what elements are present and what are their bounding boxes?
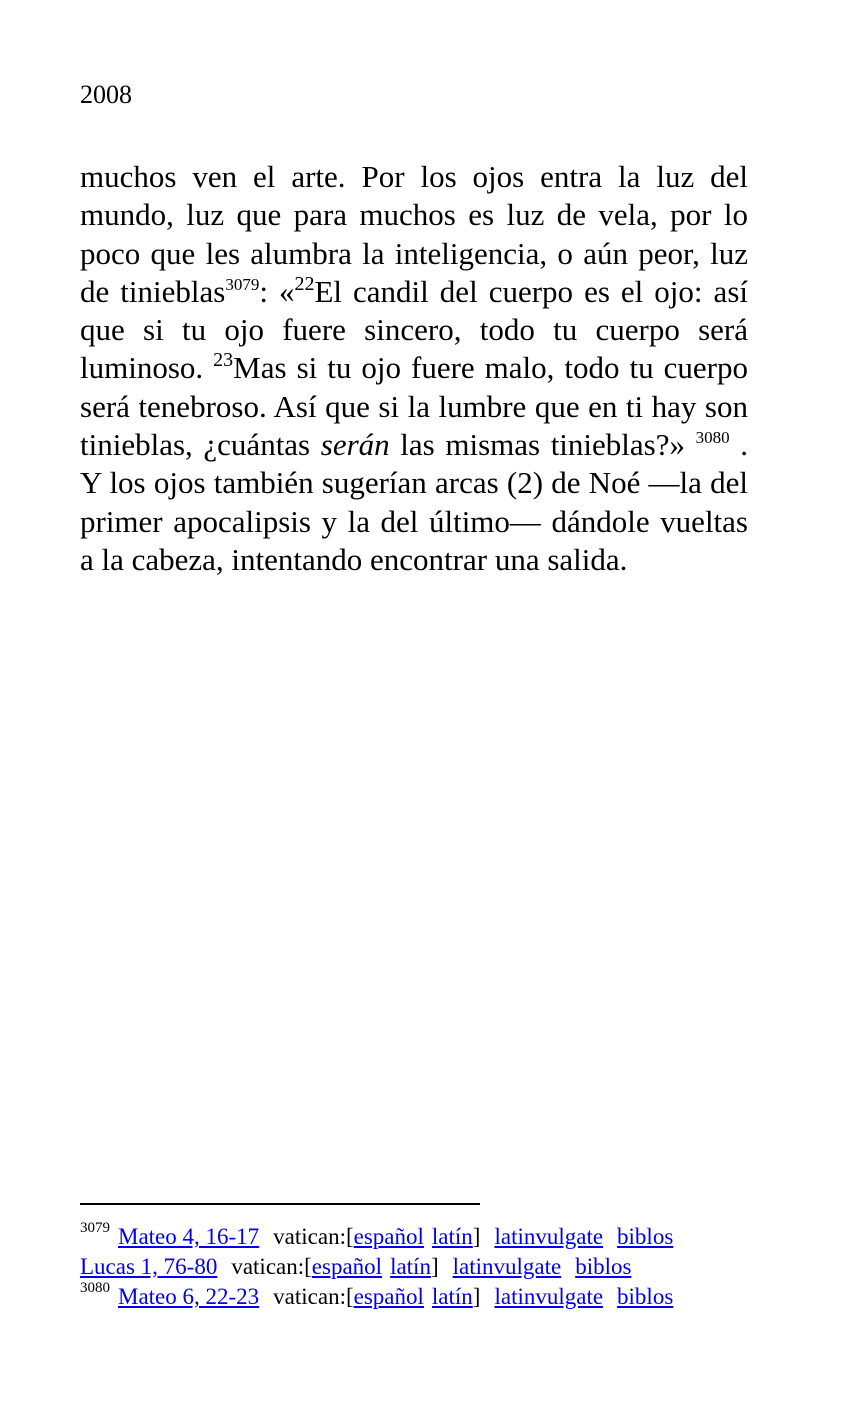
footnote-number: 3080	[80, 1280, 110, 1297]
body-text-segment: . Y los ojos también sugerían arcas (2) de Noé ―la del primer apocalipsis y la del último― dándole vueltas a la cabeza, intentando encontrar una salida.	[80, 427, 749, 577]
vatican-label: vatican:[	[273, 1224, 354, 1249]
biblos-link[interactable]: biblos	[617, 1224, 674, 1249]
body-text-segment: las mismas tinieblas?»	[389, 427, 696, 463]
body-text-segment: : «	[259, 273, 295, 309]
vatican-label: vatican:[	[273, 1284, 354, 1309]
biblos-link[interactable]: biblos	[575, 1254, 632, 1279]
latin-link[interactable]: latín	[431, 1284, 473, 1309]
footnote-ref-3080[interactable]: 3080	[695, 427, 730, 447]
body-text-segment: El candil del cuerpo es el ojo: así que si tu ojo fuere sincero, todo tu cuerpo será luminoso.	[80, 273, 748, 386]
latin-link[interactable]: latín	[390, 1254, 431, 1279]
body-text-segment: Mas si tu ojo fuere malo, todo tu cuerpo será tenebroso. Así que si la lumbre que en ti hay son tinieblas, ¿cuántas	[80, 350, 748, 463]
reference-link[interactable]: Mateo 4, 16-17	[118, 1224, 260, 1249]
footnote-ref-3079[interactable]: 3079	[225, 274, 260, 294]
reference-link[interactable]: Lucas 1, 76-80	[80, 1254, 218, 1279]
verse-number-23: 23	[213, 349, 234, 372]
body-paragraph	[80, 158, 748, 579]
biblos-link[interactable]: biblos	[617, 1284, 674, 1309]
latinvulgate-link[interactable]: latinvulgate	[452, 1254, 562, 1279]
footnote-3079	[80, 1222, 780, 1252]
espanol-link[interactable]: español	[353, 1284, 424, 1309]
page-number: 2008	[80, 80, 132, 109]
espanol-link[interactable]: español	[353, 1224, 424, 1249]
espanol-link[interactable]: español	[311, 1254, 383, 1279]
reference-link[interactable]: Mateo 6, 22-23	[118, 1284, 260, 1309]
vatican-label: vatican:[	[231, 1254, 312, 1279]
footnote-3080	[80, 1282, 780, 1312]
latinvulgate-link[interactable]: latinvulgate	[494, 1284, 604, 1309]
verse-number-22: 22	[294, 272, 315, 295]
bracket-close: ]	[430, 1254, 439, 1279]
footnote-3079-continued	[80, 1252, 780, 1282]
bracket-close: ]	[472, 1284, 481, 1309]
italic-word: serán	[320, 427, 390, 463]
body-text-segment: muchos ven el arte. Por los ojos entra la luz del mundo, luz que para muchos es luz de vela, por lo poco que les alumbra la inteligencia, o aún peor, luz de tinieblas	[80, 159, 748, 309]
footnote-number: 3079	[80, 1220, 110, 1237]
footnote-divider	[80, 1203, 480, 1205]
bracket-close: ]	[472, 1224, 481, 1249]
latin-link[interactable]: latín	[431, 1224, 473, 1249]
latinvulgate-link[interactable]: latinvulgate	[494, 1224, 604, 1249]
footnotes	[80, 1222, 780, 1312]
